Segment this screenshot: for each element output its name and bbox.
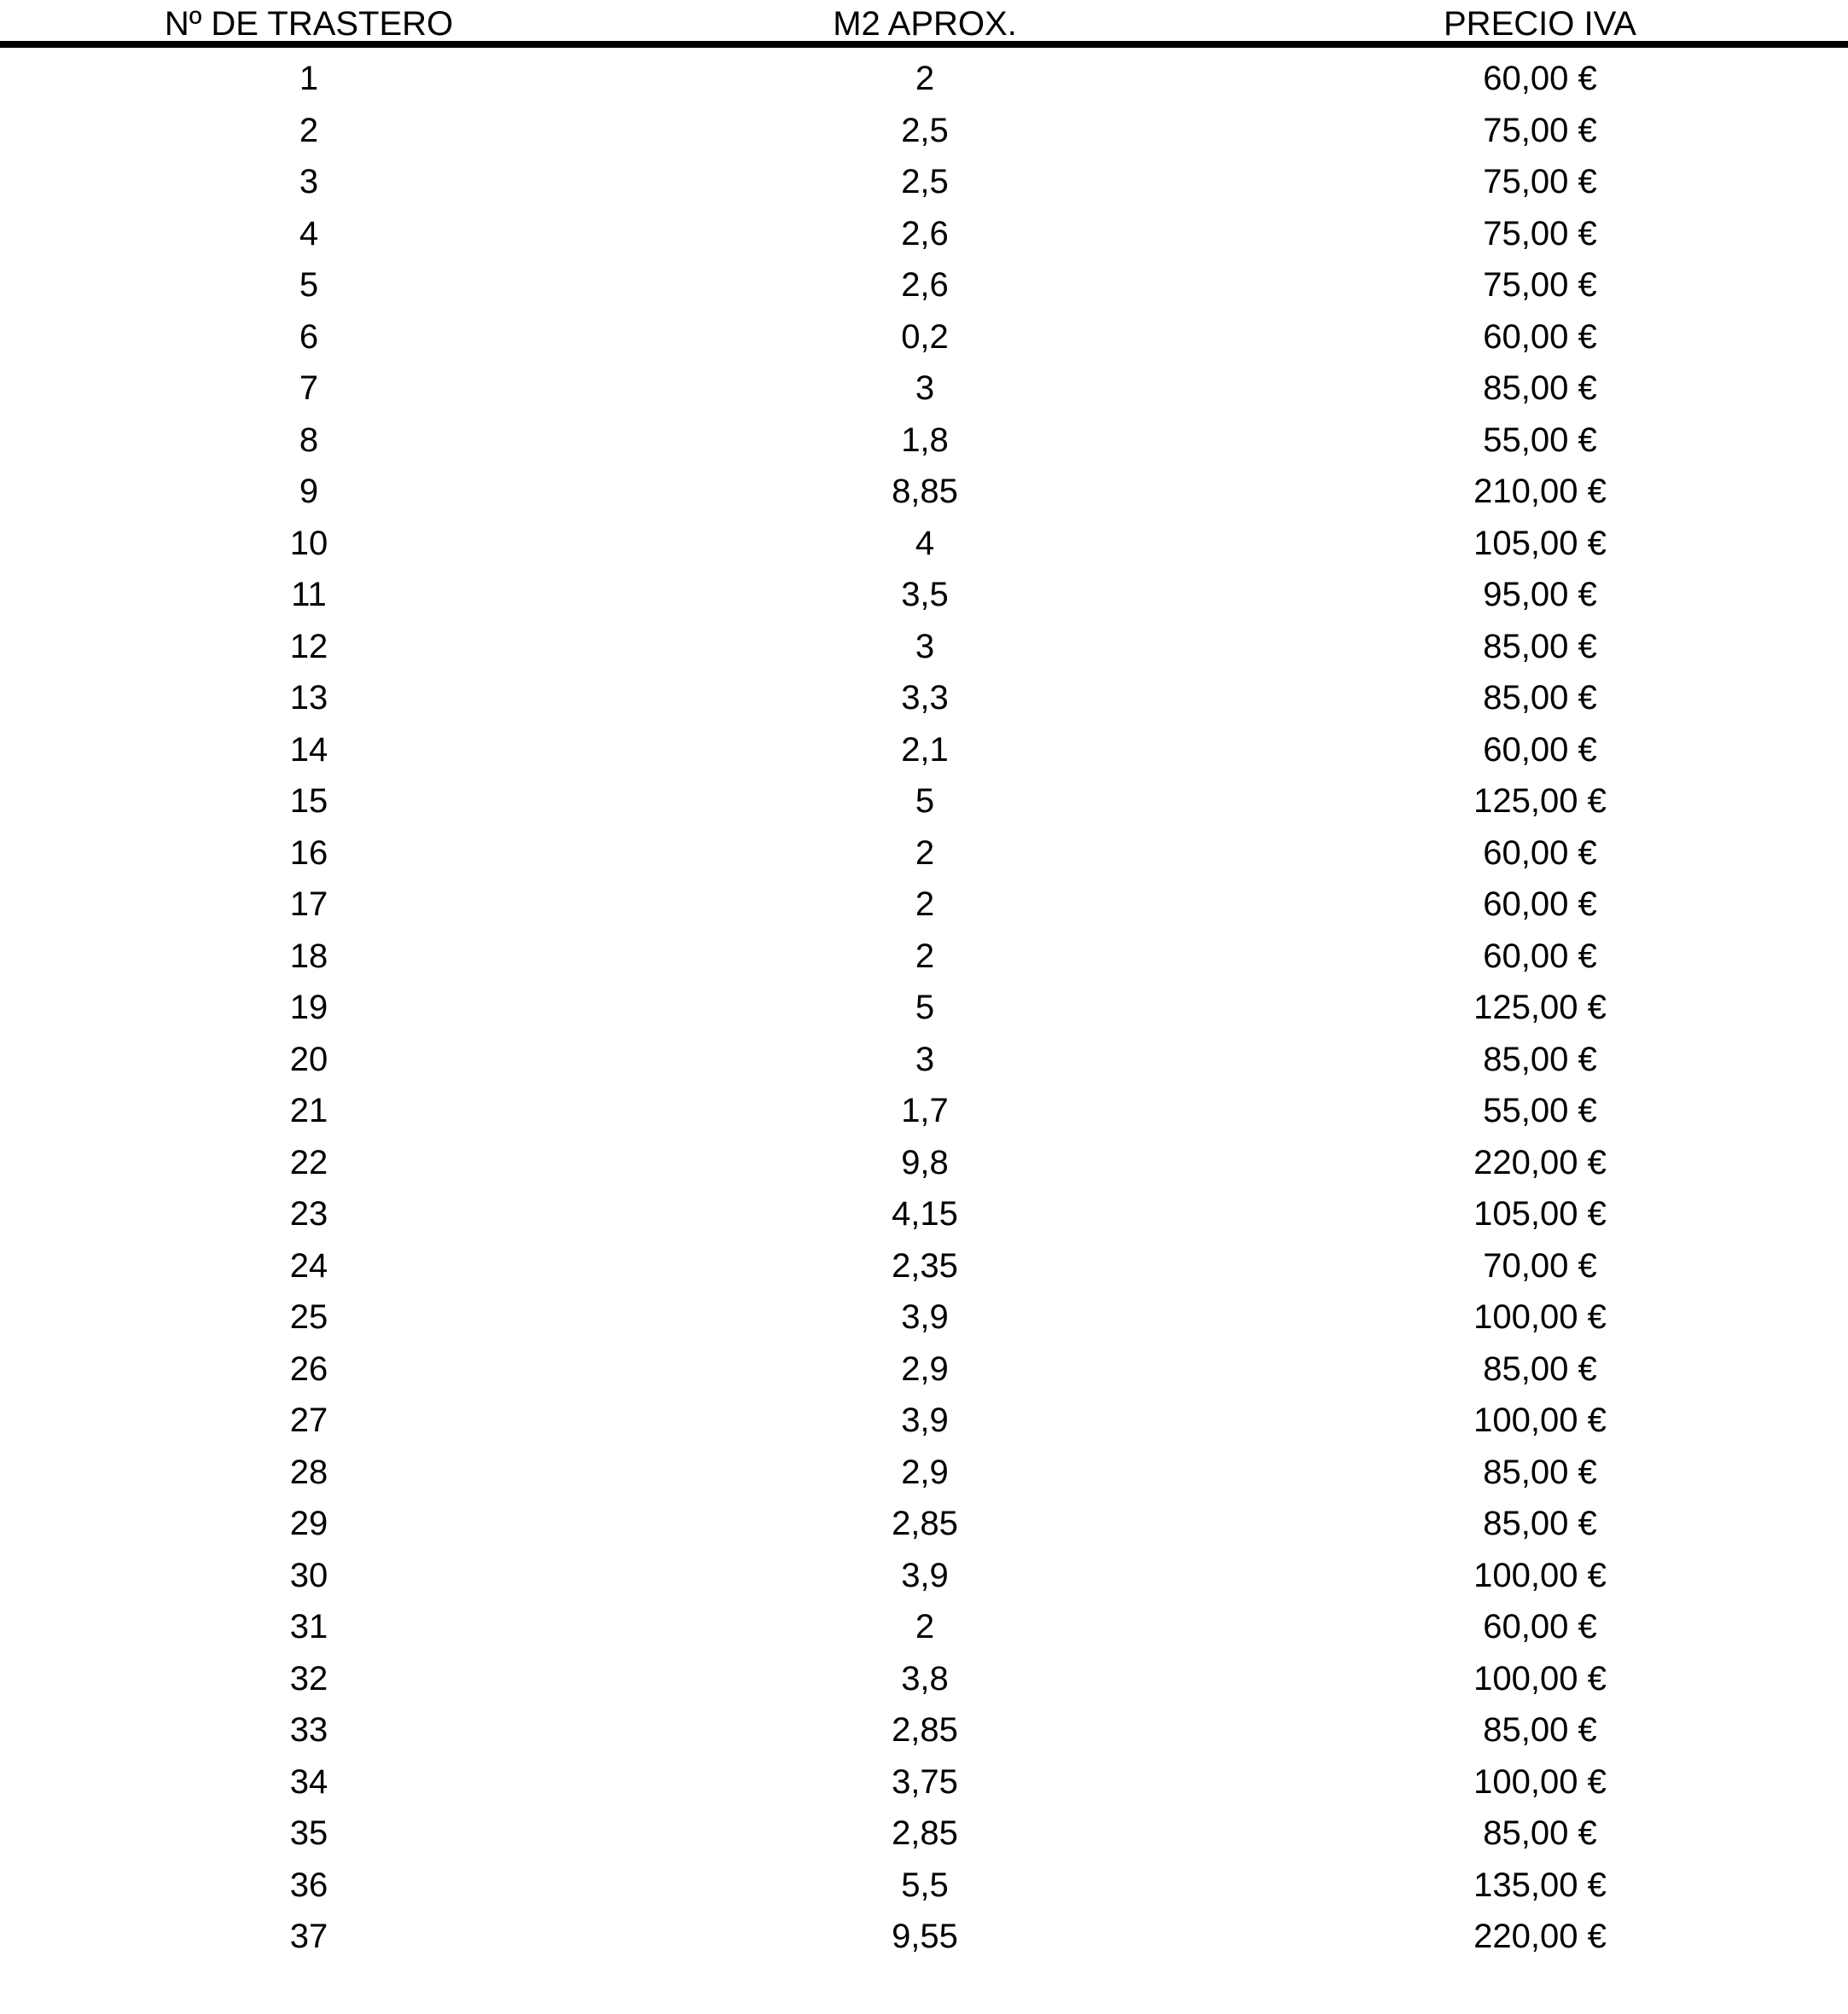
area-m2-cell: 1,8 bbox=[901, 421, 949, 459]
table-row bbox=[0, 1860, 1848, 1912]
price-cell: 60,00 € bbox=[1483, 885, 1597, 923]
price-cell: 220,00 € bbox=[1473, 1143, 1607, 1181]
table-row bbox=[0, 518, 1848, 570]
price-cell: 60,00 € bbox=[1483, 60, 1597, 97]
storage-number-cell: 28 bbox=[289, 1453, 328, 1491]
table-row bbox=[0, 931, 1848, 983]
price-cell: 100,00 € bbox=[1473, 1659, 1607, 1698]
price-cell: 75,00 € bbox=[1483, 111, 1597, 149]
table-row bbox=[0, 621, 1848, 673]
table-row bbox=[0, 259, 1848, 311]
area-m2-cell: 1,7 bbox=[901, 1092, 949, 1129]
table-row bbox=[0, 1911, 1848, 1963]
area-m2-cell: 3 bbox=[915, 1040, 935, 1078]
price-cell: 85,00 € bbox=[1483, 1711, 1597, 1749]
storage-number-cell: 21 bbox=[289, 1092, 328, 1129]
storage-number-cell: 7 bbox=[299, 369, 319, 407]
table-row bbox=[0, 208, 1848, 260]
header-area-m2: M2 APROX. bbox=[833, 5, 1017, 43]
storage-number-cell: 29 bbox=[289, 1505, 328, 1542]
area-m2-cell: 2,9 bbox=[901, 1453, 949, 1491]
table-row bbox=[0, 1188, 1848, 1240]
area-m2-cell: 2,85 bbox=[892, 1711, 958, 1749]
area-m2-cell: 2,6 bbox=[901, 266, 949, 304]
area-m2-cell: 3,9 bbox=[901, 1402, 949, 1439]
price-cell: 60,00 € bbox=[1483, 317, 1597, 356]
storage-number-cell: 6 bbox=[299, 317, 319, 356]
area-m2-cell: 2 bbox=[915, 833, 935, 872]
table-row bbox=[0, 1137, 1848, 1189]
area-m2-cell: 2 bbox=[915, 937, 935, 975]
table-row bbox=[0, 1550, 1848, 1602]
storage-number-cell: 20 bbox=[289, 1040, 328, 1078]
area-m2-cell: 3,5 bbox=[901, 576, 949, 613]
storage-number-cell: 24 bbox=[289, 1246, 328, 1285]
table-body bbox=[0, 53, 1848, 1963]
price-cell: 60,00 € bbox=[1483, 833, 1597, 872]
table-row bbox=[0, 1240, 1848, 1292]
storage-number-cell: 17 bbox=[289, 885, 328, 923]
table-row bbox=[0, 1085, 1848, 1137]
storage-number-cell: 33 bbox=[289, 1711, 328, 1749]
area-m2-cell: 2,85 bbox=[892, 1814, 958, 1852]
table-row bbox=[0, 156, 1848, 208]
storage-number-cell: 36 bbox=[289, 1866, 328, 1904]
area-m2-cell: 2,6 bbox=[901, 214, 949, 252]
storage-number-cell: 32 bbox=[289, 1659, 328, 1698]
area-m2-cell: 3,9 bbox=[901, 1298, 949, 1336]
storage-number-cell: 10 bbox=[289, 524, 328, 562]
storage-number-cell: 3 bbox=[299, 163, 319, 200]
storage-number-cell: 8 bbox=[299, 421, 319, 459]
price-cell: 85,00 € bbox=[1483, 1453, 1597, 1491]
price-cell: 55,00 € bbox=[1483, 1092, 1597, 1129]
table-row bbox=[0, 311, 1848, 363]
header-storage-number: Nº DE TRASTERO bbox=[164, 5, 454, 43]
price-cell: 75,00 € bbox=[1483, 266, 1597, 304]
table-row bbox=[0, 1395, 1848, 1447]
storage-number-cell: 22 bbox=[289, 1143, 328, 1181]
area-m2-cell: 2,9 bbox=[901, 1349, 949, 1388]
area-m2-cell: 0,2 bbox=[901, 317, 949, 356]
storage-number-cell: 4 bbox=[299, 214, 319, 252]
price-cell: 100,00 € bbox=[1473, 1298, 1607, 1336]
area-m2-cell: 3,3 bbox=[901, 679, 949, 717]
table-row bbox=[0, 1447, 1848, 1499]
area-m2-cell: 2,5 bbox=[901, 111, 949, 149]
table-row bbox=[0, 1344, 1848, 1396]
storage-number-cell: 35 bbox=[289, 1814, 328, 1852]
price-cell: 100,00 € bbox=[1473, 1762, 1607, 1801]
area-m2-cell: 5 bbox=[915, 782, 935, 820]
area-m2-cell: 2,85 bbox=[892, 1505, 958, 1542]
price-cell: 125,00 € bbox=[1473, 989, 1607, 1026]
storage-number-cell: 12 bbox=[289, 627, 328, 665]
area-m2-cell: 4 bbox=[915, 524, 935, 562]
storage-number-cell: 25 bbox=[289, 1298, 328, 1336]
storage-number-cell: 16 bbox=[289, 833, 328, 872]
storage-number-cell: 14 bbox=[289, 730, 328, 769]
area-m2-cell: 2 bbox=[915, 60, 935, 97]
price-cell: 70,00 € bbox=[1483, 1246, 1597, 1285]
table-row bbox=[0, 569, 1848, 621]
table-row bbox=[0, 1291, 1848, 1344]
storage-number-cell: 34 bbox=[289, 1762, 328, 1801]
price-cell: 105,00 € bbox=[1473, 1195, 1607, 1233]
price-cell: 85,00 € bbox=[1483, 1349, 1597, 1388]
price-cell: 95,00 € bbox=[1483, 576, 1597, 613]
table-row bbox=[0, 1756, 1848, 1808]
storage-number-cell: 26 bbox=[289, 1349, 328, 1388]
header-price-vat: PRECIO IVA bbox=[1444, 5, 1636, 43]
table-row bbox=[0, 53, 1848, 105]
price-cell: 60,00 € bbox=[1483, 730, 1597, 769]
area-m2-cell: 3,8 bbox=[901, 1659, 949, 1698]
area-m2-cell: 9,55 bbox=[892, 1918, 958, 1955]
storage-number-cell: 23 bbox=[289, 1195, 328, 1233]
area-m2-cell: 3 bbox=[915, 627, 935, 665]
area-m2-cell: 3,75 bbox=[892, 1762, 958, 1801]
price-cell: 125,00 € bbox=[1473, 782, 1607, 820]
table-row bbox=[0, 879, 1848, 931]
area-m2-cell: 2 bbox=[915, 1608, 935, 1645]
area-m2-cell: 3 bbox=[915, 369, 935, 407]
area-m2-cell: 8,85 bbox=[892, 473, 958, 510]
table-row bbox=[0, 1498, 1848, 1550]
area-m2-cell: 4,15 bbox=[892, 1195, 958, 1233]
table-row bbox=[0, 1034, 1848, 1086]
price-cell: 105,00 € bbox=[1473, 524, 1607, 562]
area-m2-cell: 5,5 bbox=[901, 1866, 949, 1904]
price-cell: 85,00 € bbox=[1483, 679, 1597, 717]
storage-number-cell: 37 bbox=[289, 1918, 328, 1955]
storage-number-cell: 9 bbox=[299, 473, 319, 510]
table-row bbox=[0, 466, 1848, 518]
price-cell: 85,00 € bbox=[1483, 1040, 1597, 1078]
table-row bbox=[0, 1653, 1848, 1705]
storage-number-cell: 11 bbox=[291, 576, 327, 613]
price-cell: 220,00 € bbox=[1473, 1918, 1607, 1955]
price-cell: 85,00 € bbox=[1483, 369, 1597, 407]
table-row bbox=[0, 982, 1848, 1034]
storage-number-cell: 30 bbox=[289, 1556, 328, 1594]
storage-number-cell: 19 bbox=[289, 989, 328, 1026]
price-cell: 75,00 € bbox=[1483, 163, 1597, 200]
storage-number-cell: 15 bbox=[289, 782, 328, 820]
area-m2-cell: 5 bbox=[915, 989, 935, 1026]
table-row bbox=[0, 1704, 1848, 1756]
price-cell: 100,00 € bbox=[1473, 1402, 1607, 1439]
table-row bbox=[0, 1601, 1848, 1653]
table-row bbox=[0, 724, 1848, 776]
area-m2-cell: 2,35 bbox=[892, 1246, 958, 1285]
price-cell: 100,00 € bbox=[1473, 1556, 1607, 1594]
table-row bbox=[0, 827, 1848, 879]
area-m2-cell: 2 bbox=[915, 885, 935, 923]
area-m2-cell: 9,8 bbox=[901, 1143, 949, 1181]
storage-number-cell: 31 bbox=[289, 1608, 328, 1645]
storage-number-cell: 1 bbox=[299, 60, 319, 97]
price-cell: 55,00 € bbox=[1483, 421, 1597, 459]
price-cell: 75,00 € bbox=[1483, 214, 1597, 252]
price-cell: 60,00 € bbox=[1483, 1608, 1597, 1645]
table-row bbox=[0, 415, 1848, 467]
area-m2-cell: 2,5 bbox=[901, 163, 949, 200]
area-m2-cell: 2,1 bbox=[901, 730, 949, 769]
price-cell: 85,00 € bbox=[1483, 627, 1597, 665]
price-cell: 85,00 € bbox=[1483, 1814, 1597, 1852]
price-cell: 135,00 € bbox=[1473, 1866, 1607, 1904]
price-cell: 85,00 € bbox=[1483, 1505, 1597, 1542]
table-header bbox=[0, 0, 1848, 48]
storage-number-cell: 2 bbox=[299, 111, 319, 149]
price-cell: 210,00 € bbox=[1473, 473, 1607, 510]
table-row bbox=[0, 105, 1848, 157]
storage-number-cell: 13 bbox=[289, 679, 328, 717]
table-row bbox=[0, 363, 1848, 415]
table-row bbox=[0, 775, 1848, 827]
storage-number-cell: 27 bbox=[289, 1402, 328, 1439]
table-row bbox=[0, 1808, 1848, 1860]
price-cell: 60,00 € bbox=[1483, 937, 1597, 975]
area-m2-cell: 3,9 bbox=[901, 1556, 949, 1594]
table-row bbox=[0, 672, 1848, 724]
storage-number-cell: 5 bbox=[299, 266, 319, 304]
storage-number-cell: 18 bbox=[289, 937, 328, 975]
